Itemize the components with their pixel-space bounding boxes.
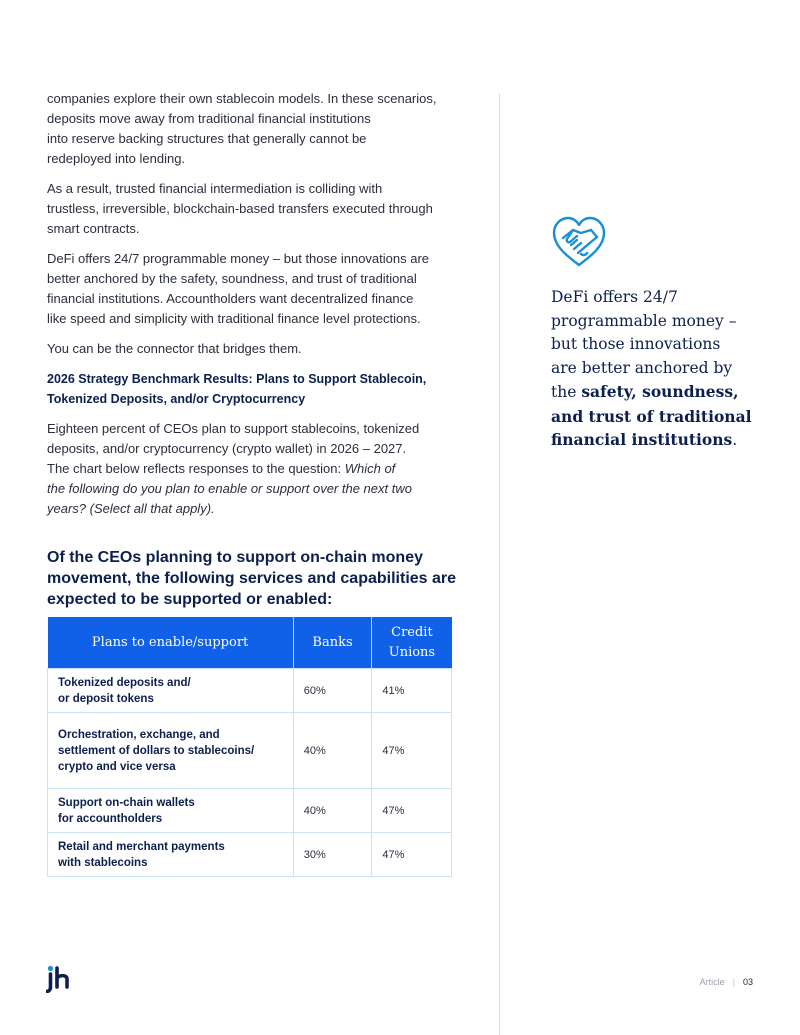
table-title: Of the CEOs planning to support on-chain money movement, the following services and capabilities are expected to be supported or enabled: — [47, 549, 457, 608]
pull-quote: DeFi offers 24/7 programmable money – but those innovations are better anchored by the safety, soundness, and trust of traditional financial institutions. — [551, 288, 752, 449]
banks-cell: 40% — [293, 713, 372, 789]
heart-handshake-icon — [551, 216, 607, 268]
paragraph-3: DeFi offers 24/7 programmable money – but those innovations are better anchored by the safety, soundness, and trust of traditional financial institutions. Accountholders want decentralized finance like speed and simplicity with traditional finance level protections. — [47, 251, 430, 326]
table-row — [48, 713, 452, 789]
table-row — [48, 833, 452, 877]
page-number: 03 — [742, 977, 753, 987]
header-banks: Banks — [293, 617, 372, 669]
footer-separator: | — [732, 977, 735, 987]
table-row — [48, 789, 452, 833]
main-column — [47, 89, 457, 529]
jh-logo — [46, 965, 72, 993]
credit-unions-cell: 47% — [372, 713, 452, 789]
section-subheading: 2026 Strategy Benchmark Results: Plans to Support Stablecoin, Tokenized Deposits, and/or Cryptocurrency — [47, 372, 427, 406]
plan-cell: Tokenized deposits and/ or deposit tokens — [48, 669, 294, 713]
header-credit-unions: Credit Unions — [372, 617, 452, 669]
table-row — [48, 669, 452, 713]
column-divider — [499, 94, 500, 1035]
plan-cell: Support on-chain wallets for accountholders — [48, 789, 294, 833]
credit-unions-cell: 47% — [372, 833, 452, 877]
header-plans: Plans to enable/support — [48, 617, 294, 669]
banks-cell: 40% — [293, 789, 372, 833]
banks-cell: 30% — [293, 833, 372, 877]
page-footer — [700, 977, 753, 987]
plan-cell: Orchestration, exchange, and settlement of dollars to stablecoins/ crypto and vice versa — [48, 713, 294, 789]
results-table — [47, 617, 452, 877]
paragraph-1: companies explore their own stablecoin models. In these scenarios, deposits move away from traditional financial institutions into reserve backing structures that generally cannot be redeployed into lending. — [47, 91, 437, 166]
paragraph-4: You can be the connector that bridges them. — [47, 341, 302, 356]
credit-unions-cell: 41% — [372, 669, 452, 713]
paragraph-2: As a result, trusted financial intermediation is colliding with trustless, irreversible, blockchain-based transfers executed through smart contracts. — [47, 181, 433, 236]
footer-section-label: Article — [699, 977, 725, 987]
table-header-row — [48, 617, 452, 669]
banks-cell: 60% — [293, 669, 372, 713]
credit-unions-cell: 47% — [372, 789, 452, 833]
plan-cell: Retail and merchant payments with stablecoins — [48, 833, 294, 877]
paragraph-5: Eighteen percent of CEOs plan to support stablecoins, tokenized deposits, and/or cryptocurrency (crypto wallet) in 2026 – 2027. The chart below reflects responses to the question: Which of the following do you plan to enable or support over the next two years? (Select all that apply). — [47, 421, 420, 516]
